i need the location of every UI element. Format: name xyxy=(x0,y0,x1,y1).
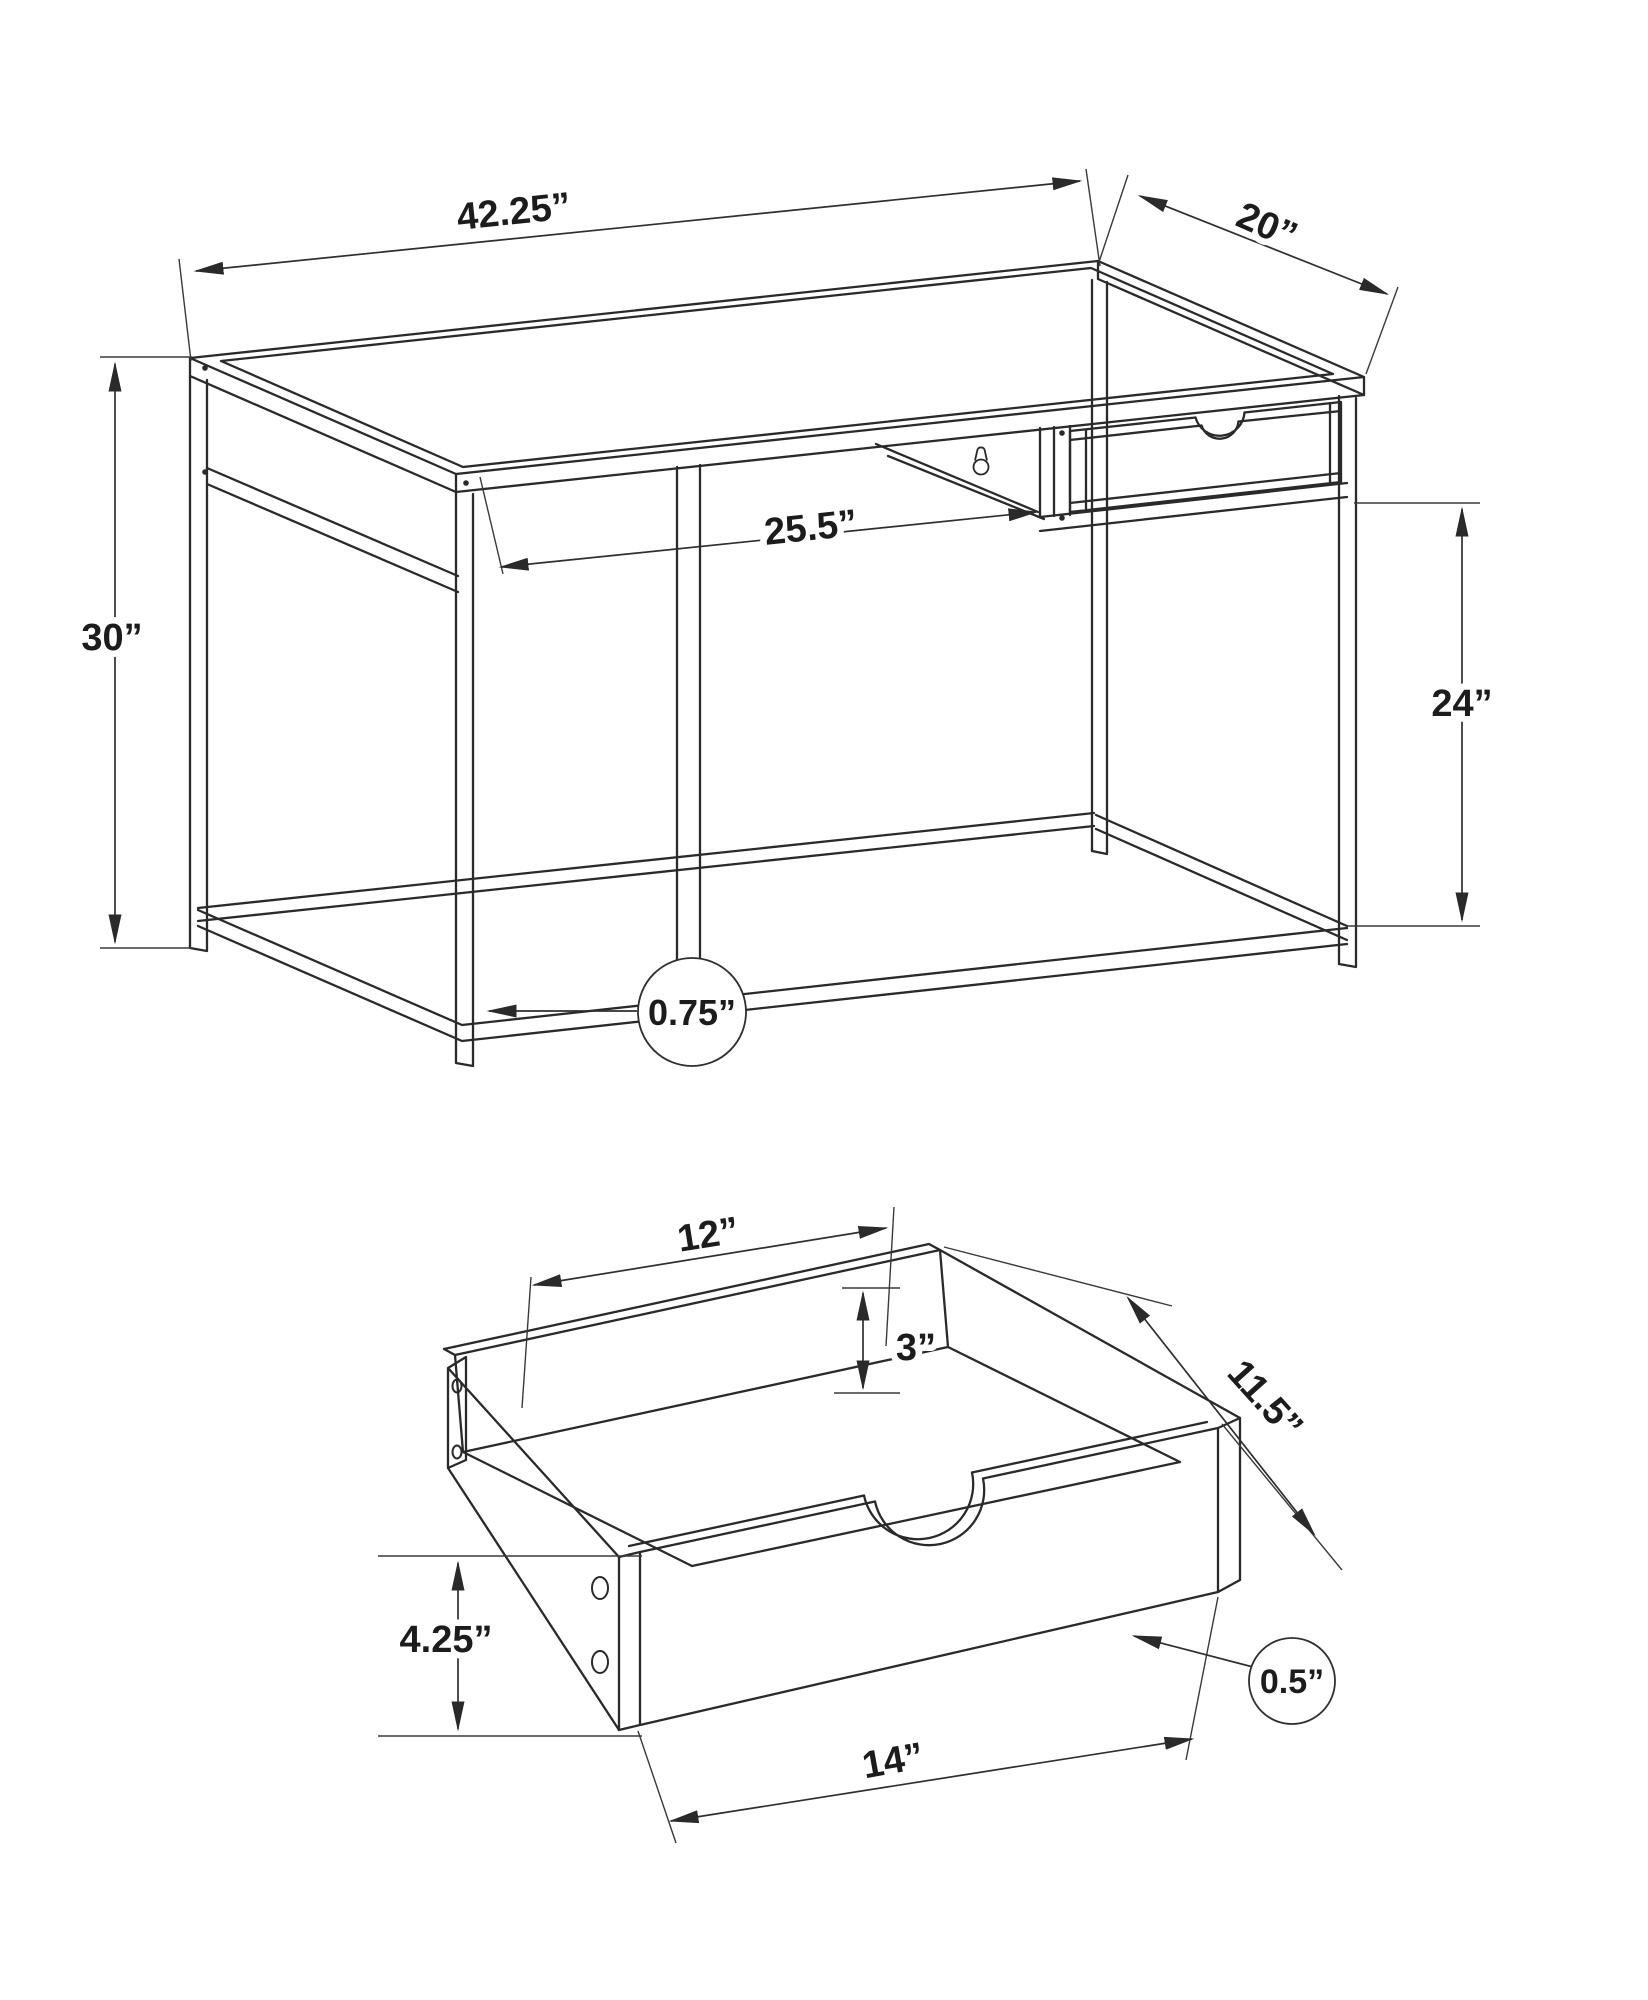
desk-tabletop-outer-edge xyxy=(190,261,1364,474)
desk-height-label: 30” xyxy=(81,617,143,659)
desk-depth-label: 20” xyxy=(1230,194,1304,258)
drawer-line-drawing xyxy=(444,1244,1240,1730)
drawer-interior-bottom xyxy=(463,1347,1180,1566)
desk-dimensions xyxy=(81,169,1492,1066)
desk-opening-height-label: 24” xyxy=(1431,683,1493,725)
drawer-outer-width-label: 14” xyxy=(859,1735,927,1788)
drawer-thickness-label: 0.5” xyxy=(1259,1663,1325,1701)
desk-frame-thickness-label: 0.75” xyxy=(647,992,737,1033)
desk-diagonal-brace xyxy=(876,444,1044,519)
drawer-front-panel xyxy=(619,1422,1218,1730)
drawer-depth-label: 11.5” xyxy=(1218,1352,1311,1448)
drawer-thickness-leader-line xyxy=(1134,1636,1253,1667)
desk-tabletop-inner-border xyxy=(221,268,1333,467)
desk-width-dim-line xyxy=(196,181,1080,271)
desk-leg-front-left xyxy=(456,492,473,1066)
desk-screw-dots xyxy=(202,365,1065,521)
drawer-dimensions xyxy=(378,1207,1342,1843)
desk-width-label: 42.25” xyxy=(454,185,573,239)
desk-drawer-front xyxy=(1070,402,1341,512)
desk-line-drawing xyxy=(190,261,1364,1066)
desk-drawer-post xyxy=(1040,426,1070,517)
drawer-inner-width-label: 12” xyxy=(674,1209,742,1261)
drawer-handle-cutout xyxy=(864,1473,984,1546)
drawer-back-height-label: 3” xyxy=(895,1327,937,1369)
drawer-back-panel xyxy=(444,1244,948,1452)
desk-left-side-rail xyxy=(207,468,458,592)
desk-center-post xyxy=(677,465,700,1001)
desk-leg-back-right xyxy=(1092,280,1107,854)
keyhole-bracket xyxy=(974,447,989,474)
desk-extension-lines xyxy=(100,169,1480,948)
drawer-right-side-panel xyxy=(940,1250,1240,1592)
drawer-left-side-panel xyxy=(448,1357,619,1730)
desk-drawer-handle-cutout xyxy=(1196,413,1245,439)
drawer-outer-width-dim-line xyxy=(671,1739,1192,1821)
drawer-front-height-label: 4.25” xyxy=(399,1619,493,1661)
desk-opening-width-label: 25.5” xyxy=(762,502,860,554)
desk-leg-back-left xyxy=(190,376,207,951)
desk-bottom-stretchers xyxy=(198,813,1347,1041)
